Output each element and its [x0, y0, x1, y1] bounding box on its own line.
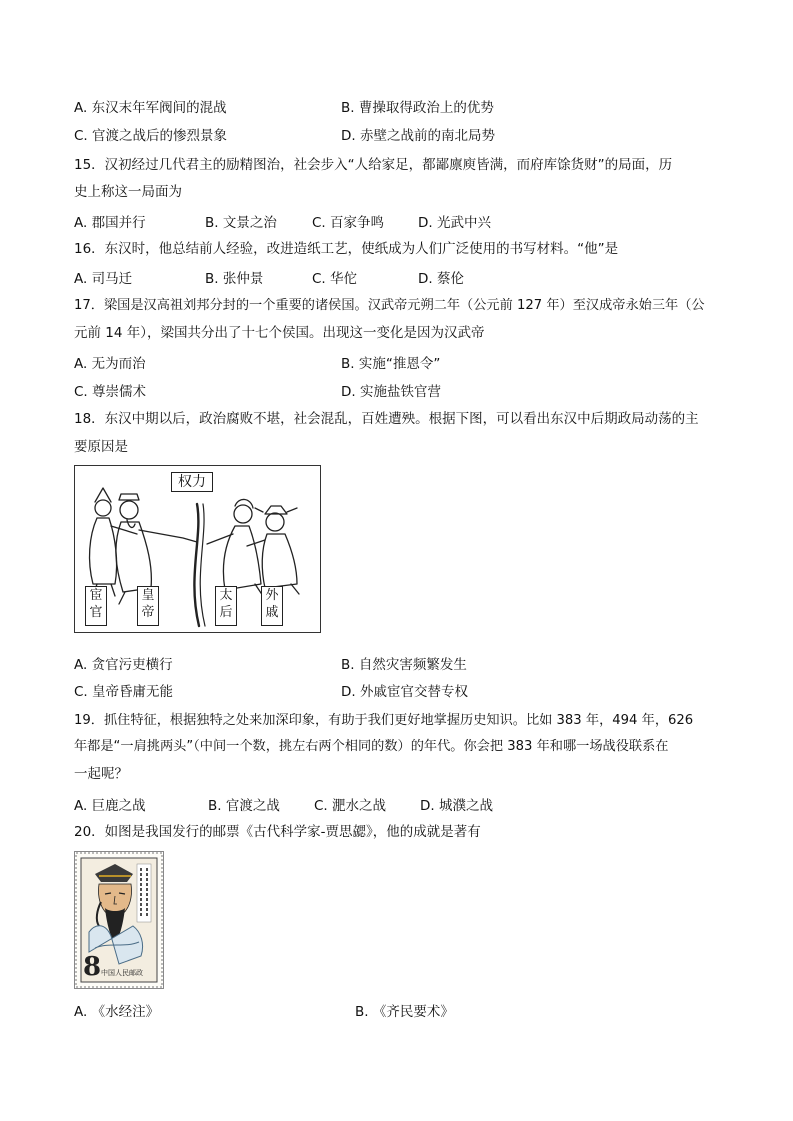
option-letter: A. [74, 215, 88, 231]
option-letter: C. [314, 798, 328, 814]
power-struggle-cartoon [74, 465, 321, 633]
q14-option-b[interactable] [341, 96, 494, 116]
option-text: 实施“推恩令” [358, 356, 441, 372]
option-text: 外戚宦官交替专权 [359, 684, 468, 700]
option-letter: C. [74, 128, 88, 144]
q18-option-b[interactable] [341, 653, 467, 673]
option-text: 自然灾害频繁发生 [358, 657, 467, 673]
option-letter: D. [341, 384, 356, 400]
q15-option-d[interactable] [418, 211, 491, 231]
q15-stem-line2: 史上称这一局面为 [74, 184, 182, 200]
q17-option-b[interactable] [341, 352, 440, 372]
option-text: 官渡之战 [225, 798, 280, 814]
label-emperor: 皇帝 [137, 586, 159, 626]
q19-stem-line2: 年都是“一肩挑两头”（中间一个数，挑左右两个相同的数）的年代。你会把 383 年和哪一场战役联系在 [74, 739, 669, 754]
option-letter: D. [418, 271, 433, 287]
option-letter: B. [205, 215, 219, 231]
q17-option-d[interactable] [341, 380, 441, 400]
option-letter: C. [74, 384, 88, 400]
option-text: 《齐民要术》 [372, 1004, 454, 1020]
option-text: 皇帝昏庸无能 [92, 684, 174, 700]
q18-option-d[interactable] [341, 680, 468, 700]
option-text: 贪官污吏横行 [91, 657, 173, 673]
option-text: 郡国并行 [91, 215, 146, 231]
option-text: 官渡之战后的惨烈景象 [92, 128, 228, 144]
q15-option-a[interactable] [74, 211, 146, 231]
q19-option-c[interactable] [314, 794, 386, 814]
jia-sixie-stamp [74, 851, 164, 989]
q19-option-a[interactable] [74, 794, 146, 814]
option-text: 百家争鸣 [330, 215, 385, 231]
option-text: 蔡伦 [436, 271, 464, 287]
option-letter: B. [205, 271, 219, 287]
q14-option-a[interactable] [74, 96, 227, 116]
option-letter: A. [74, 271, 88, 287]
q20-option-b[interactable] [355, 1000, 454, 1020]
q14-option-c[interactable] [74, 124, 227, 144]
stamp-country: 中国人民邮政 [101, 969, 143, 977]
option-letter: A. [74, 356, 88, 372]
q19-stem-line3: 一起呢？ [74, 766, 128, 782]
stamp-denomination: 8 [83, 952, 102, 982]
q17-stem-line1: 17．梁国是汉高祖刘邦分封的一个重要的诸侯国。汉武帝元朔二年（公元前 127 年）至汉成帝永始三年（公 [74, 298, 705, 313]
q17-option-c[interactable] [74, 380, 146, 400]
q15-option-c[interactable] [312, 211, 384, 231]
option-letter: B. [341, 100, 355, 116]
q17-stem-line2: 元前 14 年），梁国共分出了十七个侯国。出现这一变化是因为汉武帝 [74, 325, 485, 341]
label-power: 权力 [171, 472, 213, 492]
q16-stem: 16．东汉时，他总结前人经验，改进造纸工艺，使纸成为人们广泛使用的书写材料。“他”是 [74, 241, 619, 257]
q20-stem: 20．如图是我国发行的邮票《古代科学家-贾思勰》，他的成就是著有 [74, 824, 481, 840]
q14-option-d[interactable] [341, 124, 495, 144]
option-letter: A. [74, 798, 88, 814]
option-text: 淝水之战 [332, 798, 387, 814]
option-letter: D. [418, 215, 433, 231]
q16-option-c[interactable] [312, 267, 357, 287]
option-text: 《水经注》 [91, 1004, 160, 1020]
q20-option-a[interactable] [74, 1000, 159, 1020]
option-text: 赤壁之战前的南北局势 [359, 128, 495, 144]
label-eunuch: 宦官 [85, 586, 107, 626]
q18-option-c[interactable] [74, 680, 173, 700]
option-text: 文景之治 [222, 215, 277, 231]
q19-option-d[interactable] [420, 794, 493, 814]
option-text: 曹操取得政治上的优势 [358, 100, 494, 116]
option-text: 东汉末年军阀间的混战 [91, 100, 227, 116]
option-letter: C. [312, 271, 326, 287]
q15-option-b[interactable] [205, 211, 277, 231]
option-text: 华佗 [330, 271, 358, 287]
option-text: 城濮之战 [438, 798, 493, 814]
option-letter: A. [74, 657, 88, 673]
option-text: 司马迁 [91, 271, 133, 287]
option-letter: C. [312, 215, 326, 231]
option-text: 尊崇儒术 [92, 384, 147, 400]
option-text: 实施盐铁官营 [359, 384, 441, 400]
q18-stem-line1: 18．东汉中期以后，政治腐败不堪，社会混乱，百姓遭殃。根据下图，可以看出东汉中后期政局动荡的主 [74, 411, 699, 427]
option-text: 无为而治 [91, 356, 146, 372]
q17-option-a[interactable] [74, 352, 146, 372]
option-letter: B. [341, 657, 355, 673]
q19-stem-line1: 19．抓住特征，根据独特之处来加深印象，有助于我们更好地掌握历史知识。比如 383 年，494 年，626 [74, 713, 694, 728]
option-letter: A. [74, 1004, 88, 1020]
q18-option-a[interactable] [74, 653, 173, 673]
option-text: 巨鹿之战 [91, 798, 146, 814]
label-empress-dowager: 太后 [215, 586, 237, 626]
label-consort-clan: 外戚 [261, 586, 283, 626]
option-letter: D. [341, 684, 356, 700]
q16-option-a[interactable] [74, 267, 132, 287]
q18-stem-line2: 要原因是 [74, 439, 128, 455]
option-letter: D. [420, 798, 435, 814]
option-text: 张仲景 [222, 271, 264, 287]
q16-option-b[interactable] [205, 267, 263, 287]
q16-option-d[interactable] [418, 267, 464, 287]
q19-option-b[interactable] [208, 794, 280, 814]
option-letter: D. [341, 128, 356, 144]
q15-stem-line1: 15．汉初经过几代君主的励精图治，社会步入“人给家足，都鄙廪庾皆满，而府库馀货财”的局面，历 [74, 157, 673, 173]
option-text: 光武中兴 [436, 215, 491, 231]
option-letter: B. [208, 798, 222, 814]
option-letter: C. [74, 684, 88, 700]
option-letter: B. [341, 356, 355, 372]
option-letter: B. [355, 1004, 369, 1020]
option-letter: A. [74, 100, 88, 116]
